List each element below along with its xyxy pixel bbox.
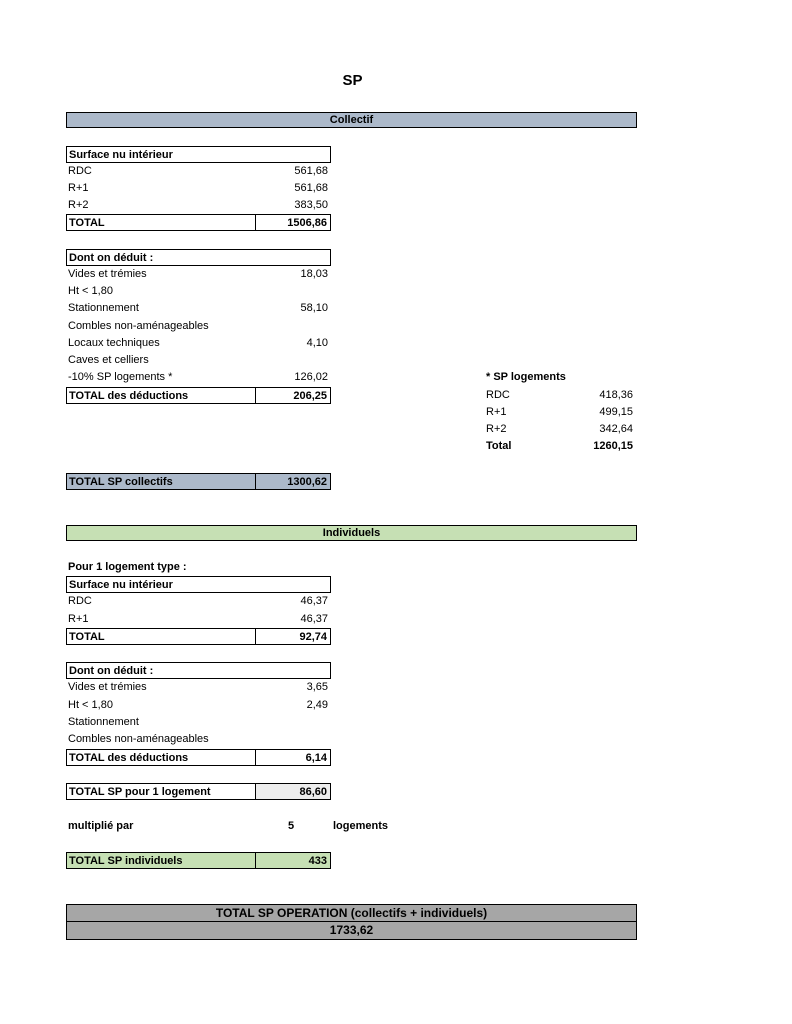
total-value: 1506,86 bbox=[287, 217, 327, 229]
total-value: 92,74 bbox=[299, 631, 327, 643]
table-row bbox=[66, 335, 331, 352]
list-item bbox=[484, 387, 636, 404]
table-row bbox=[66, 731, 331, 748]
row-label: R+1 bbox=[68, 182, 89, 194]
row-label: Vides et trémies bbox=[68, 681, 147, 693]
individuels-surface-header bbox=[66, 576, 331, 593]
row-label: R+2 bbox=[68, 199, 89, 211]
total-label: TOTAL des déductions bbox=[69, 390, 189, 402]
row-value: 58,10 bbox=[300, 302, 328, 314]
collectif-surface-header bbox=[66, 146, 331, 163]
total-value: 1300,62 bbox=[287, 476, 327, 488]
row-value: 561,68 bbox=[294, 165, 328, 177]
row-value: 46,37 bbox=[300, 613, 328, 625]
collectif-deductions-header bbox=[66, 249, 331, 266]
individuels-deductions-total-row bbox=[66, 749, 331, 766]
total-value: 206,25 bbox=[293, 390, 327, 402]
cell-divider bbox=[255, 853, 256, 868]
table-row bbox=[66, 283, 331, 300]
collectif-surface-total-row bbox=[66, 214, 331, 231]
total-label: TOTAL bbox=[69, 217, 105, 229]
sp-logements-header bbox=[484, 369, 636, 386]
total-value: 433 bbox=[308, 855, 327, 867]
cell-divider bbox=[255, 474, 256, 489]
total-label: TOTAL des déductions bbox=[69, 752, 189, 764]
row-value: 126,02 bbox=[294, 371, 328, 383]
cell-divider bbox=[255, 750, 256, 765]
total-label: TOTAL SP collectifs bbox=[69, 476, 173, 488]
row-label: Caves et celliers bbox=[68, 354, 149, 366]
total-label: Total bbox=[486, 440, 512, 452]
table-row bbox=[66, 163, 331, 180]
individuels-intro: Pour 1 logement type : bbox=[68, 561, 187, 573]
row-label: Combles non-aménageables bbox=[68, 733, 209, 745]
collectif-deductions-total-row bbox=[66, 387, 331, 404]
collectif-banner: Collectif bbox=[66, 112, 637, 128]
individuels-banner: Individuels bbox=[66, 525, 637, 541]
row-label: Vides et trémies bbox=[68, 268, 147, 280]
collectif-surface-header-label: Surface nu intérieur bbox=[69, 149, 173, 161]
table-row bbox=[66, 180, 331, 197]
total-label: TOTAL SP pour 1 logement bbox=[69, 786, 211, 798]
list-item bbox=[484, 404, 636, 421]
total-sp-per-logement-row bbox=[66, 783, 331, 800]
total-label: TOTAL bbox=[69, 631, 105, 643]
collectif-deductions-header-label: Dont on déduit : bbox=[69, 252, 154, 264]
table-row bbox=[66, 352, 331, 369]
individuels-surface-total-row bbox=[66, 628, 331, 645]
row-label: Combles non-aménageables bbox=[68, 320, 209, 332]
cell-divider bbox=[255, 388, 256, 403]
table-row bbox=[66, 300, 331, 317]
row-label: R+2 bbox=[486, 423, 507, 435]
row-label: RDC bbox=[68, 595, 92, 607]
sp-logements-total-row bbox=[484, 438, 636, 455]
list-item bbox=[484, 421, 636, 438]
row-value: 46,37 bbox=[300, 595, 328, 607]
total-value: 1260,15 bbox=[593, 440, 633, 452]
row-label: Locaux techniques bbox=[68, 337, 160, 349]
total-sp-collectifs-row bbox=[66, 473, 331, 490]
multiplier-unit: logements bbox=[333, 820, 389, 832]
row-value: 18,03 bbox=[300, 268, 328, 280]
row-label: R+1 bbox=[68, 613, 89, 625]
individuels-deductions-header bbox=[66, 662, 331, 679]
row-value: 4,10 bbox=[306, 337, 328, 349]
individuels-deductions-header-label: Dont on déduit : bbox=[69, 665, 154, 677]
row-value: 342,64 bbox=[599, 423, 633, 435]
row-label: Stationnement bbox=[68, 716, 139, 728]
row-value: 499,15 bbox=[599, 406, 633, 418]
row-value: 418,36 bbox=[599, 389, 633, 401]
row-value: 561,68 bbox=[294, 182, 328, 194]
table-row bbox=[66, 679, 331, 696]
table-row bbox=[66, 714, 331, 731]
individuels-surface-header-label: Surface nu intérieur bbox=[69, 579, 173, 591]
cell-divider bbox=[255, 215, 256, 230]
sp-logements-header-label: * SP logements bbox=[486, 371, 566, 383]
operation-total-label: TOTAL SP OPERATION (collectifs + individuels) bbox=[66, 904, 637, 922]
row-label: Ht < 1,80 bbox=[68, 699, 113, 711]
cell-divider bbox=[255, 784, 256, 799]
multiplier-value: 5 bbox=[288, 820, 295, 832]
table-row bbox=[66, 197, 331, 214]
total-value: 86,60 bbox=[299, 786, 327, 798]
total-value: 6,14 bbox=[305, 752, 327, 764]
page-title: SP bbox=[342, 72, 363, 89]
table-row bbox=[66, 266, 331, 283]
table-row bbox=[66, 369, 331, 386]
table-row bbox=[66, 697, 331, 714]
operation-total-value: 1733,62 bbox=[66, 921, 637, 940]
multiplier-label: multiplié par bbox=[68, 820, 134, 832]
row-label: Stationnement bbox=[68, 302, 139, 314]
table-row bbox=[66, 611, 331, 628]
table-row bbox=[66, 593, 331, 610]
row-label: -10% SP logements * bbox=[68, 371, 173, 383]
table-row bbox=[66, 318, 331, 335]
total-label: TOTAL SP individuels bbox=[69, 855, 183, 867]
cell-divider bbox=[255, 629, 256, 644]
total-sp-individuels-row bbox=[66, 852, 331, 869]
row-label: Ht < 1,80 bbox=[68, 285, 113, 297]
row-value: 383,50 bbox=[294, 199, 328, 211]
row-label: RDC bbox=[486, 389, 510, 401]
row-label: RDC bbox=[68, 165, 92, 177]
row-value: 3,65 bbox=[306, 681, 328, 693]
row-value: 2,49 bbox=[306, 699, 328, 711]
row-label: R+1 bbox=[486, 406, 507, 418]
